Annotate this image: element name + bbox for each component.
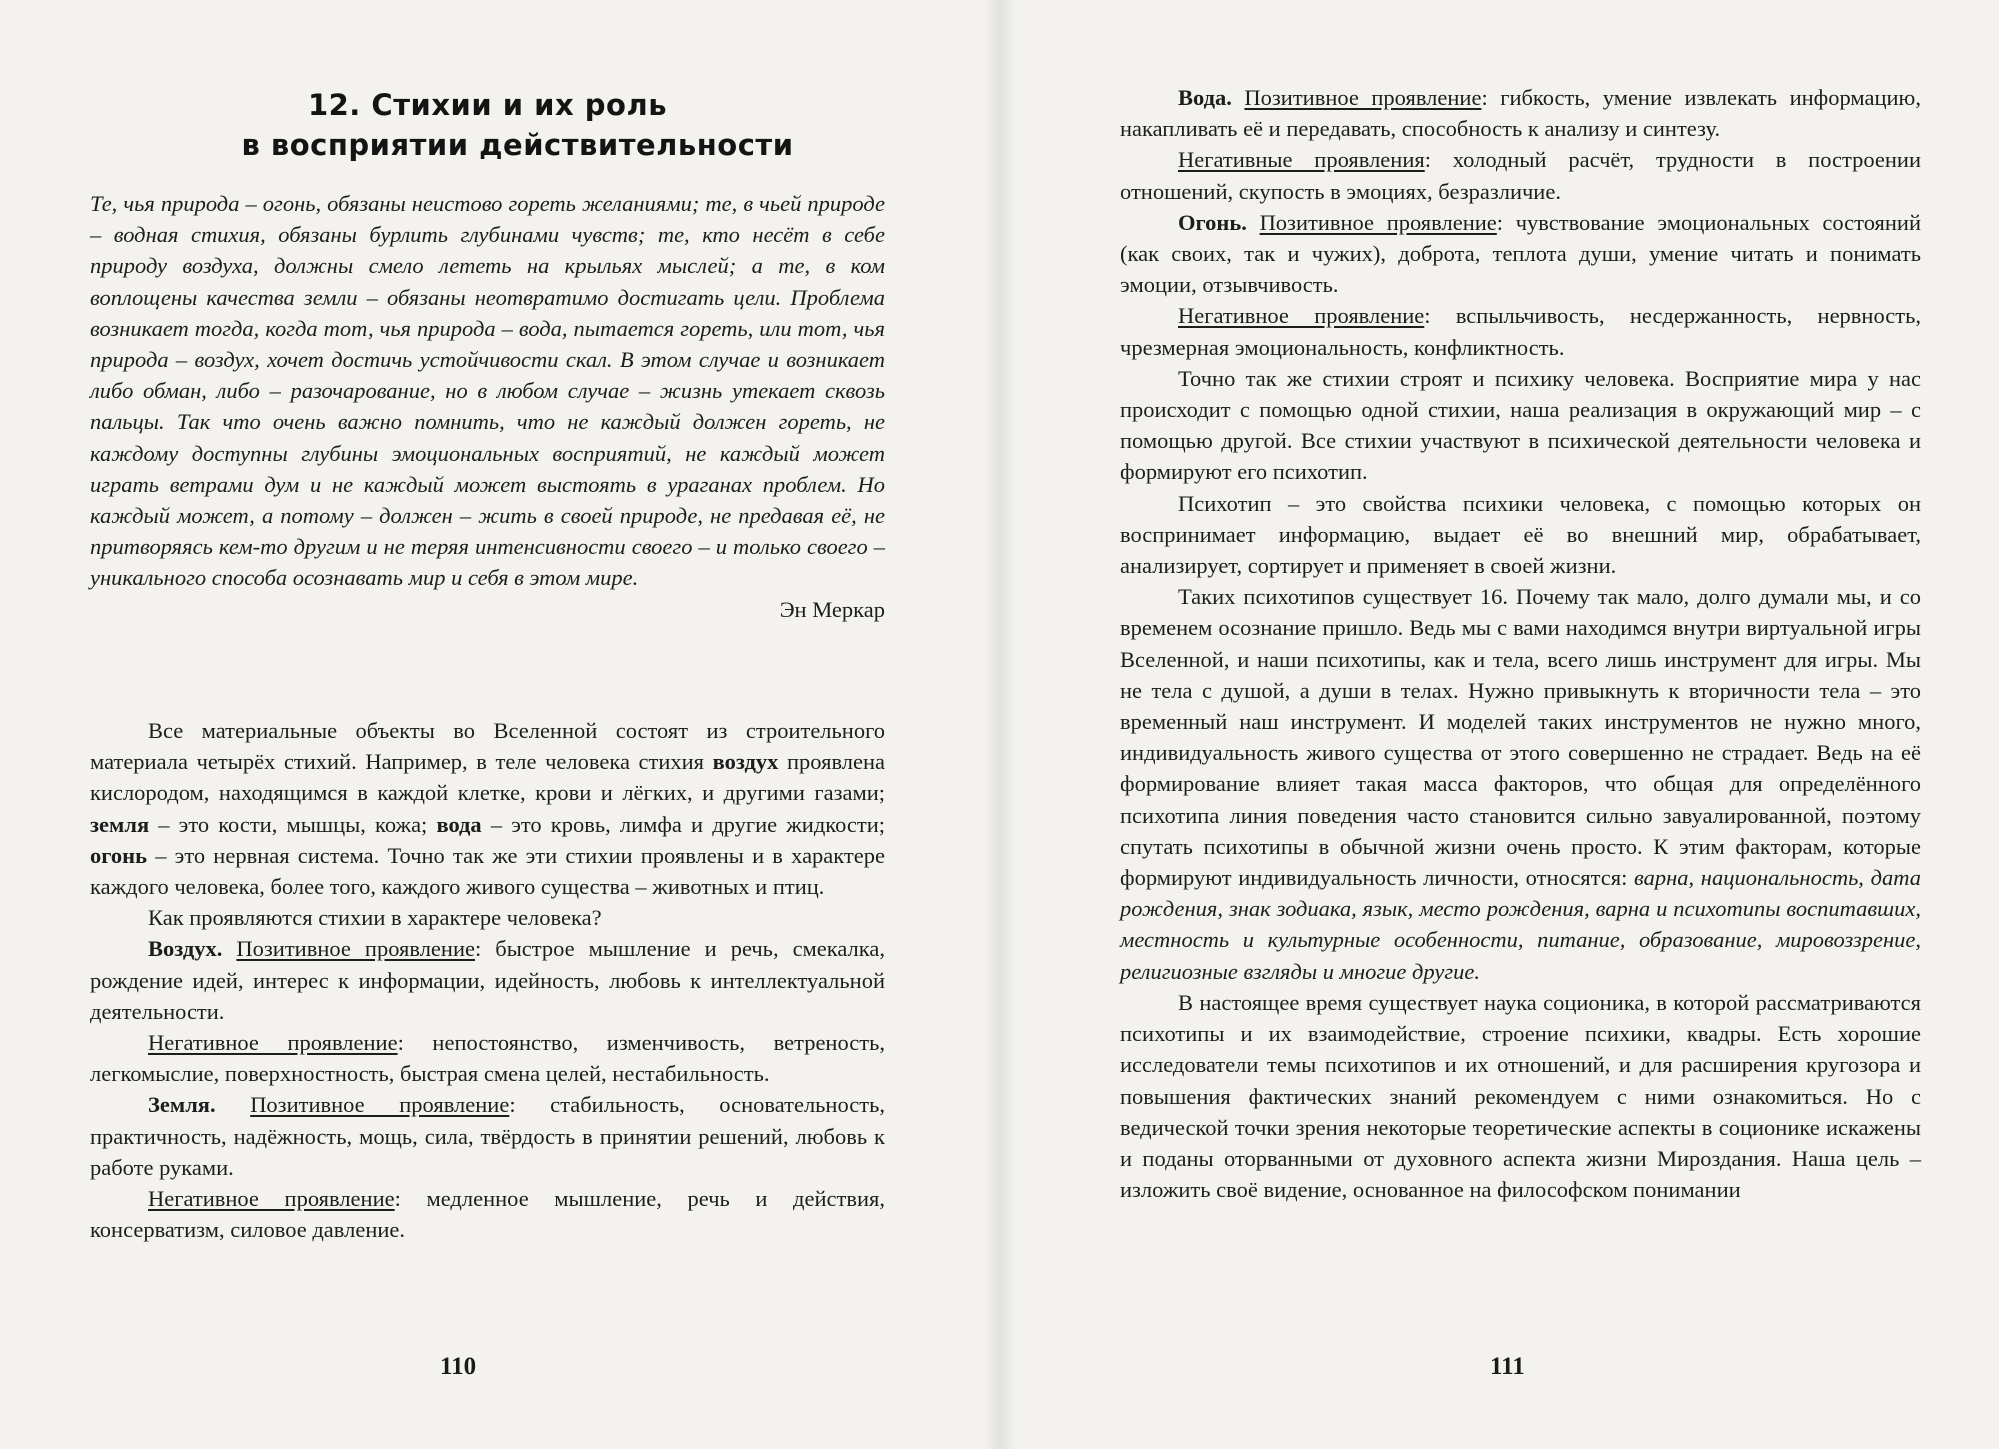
paragraph-psychotype: Психотип – это свойства психики человека, с помощью которых он воспринимает информацию, выдает её во внешний мир, обрабатывает, анализирует, сортирует и применяет в своей жизни. xyxy=(1120,490,1921,579)
earth-positive-label: Позитивное проявление xyxy=(250,1092,510,1118)
chapter-title-line-2: в восприятии действительности xyxy=(241,128,794,162)
paragraph-air-negative: Негативное проявление: непостоянство, изменчивость, ветреность, легкомыслие, поверхностность, быстрая смена целей, нестабильность. xyxy=(90,1030,885,1087)
paragraph-psyche: Точно так же стихии строят и психику человека. Восприятие мира у нас происходит с помощью одной стихии, наша реализация в окружающий мир – с помощью другой. Все стихии участвуют в психической деятельности человека и формируют его психотип. xyxy=(1120,365,1921,485)
paragraph-water-negative: Негативные проявления: холодный расчёт, трудности в построении отношений, скупость в эмоциях, безразличие. xyxy=(1120,147,1921,204)
paragraph-elements-intro: Все материальные объекты во Вселенной состоят из строительного материала четырёх стихий. Например, в теле человека стихия воздух проявлена кислородом, находящимся в каждой клетке, крови и лёгких, и другими газами; земля – это кости, мышцы, кожа; вода – это кровь, лимфа и другие жидкости; огонь – это нервная система. Точно так же эти стихии проявлены и в характере каждого человека, более того, каждого живого существа – животных и птиц. xyxy=(90,718,886,900)
paragraph-socionics: В настоящее время существует наука соционика, в которой рассматриваются психотипы и их взаимодействие, строение психики, квадры. Есть хорошие исследователи темы психотипов и их отношений, и для расширения кругозора и повышения фактических знаний рекомендуем с ними ознакомиться. Но с ведической точки зрения некоторые теоретические аспекты в соционике искажены и поданы оторванными от духовного аспекта жизни Мироздания. Наша цель – изложить своё видение, основанное на философском понимании xyxy=(1120,989,1921,1203)
epigraph xyxy=(90,188,885,625)
term-fire: огонь xyxy=(90,842,148,868)
right-body-text xyxy=(1120,82,1921,1205)
term-earth: земля xyxy=(90,811,150,837)
water-heading: Вода. xyxy=(1178,85,1232,110)
paragraph-sixteen-types: Таких психотипов существует 16. Почему так мало, долго думали мы, и со временем осознание пришло. Ведь мы с вами находимся внутри виртуальной игры Вселенной, и наши психотипы, как и тела, всего лишь инструмент для игры. Мы не тела с душой, а души в телах. Нужно привыкнуть к вторичности тела – это временный наш инструмент. И моделей таких инструментов не нужно много, индивидуальность живого существа от этого совершенно не страдает. Ведь на её формирование влияет такая масса факторов, что общая для определённого психотипа линия поведения часто становится сильно завуалированной, поэтому спутать психотипы в обычной жизни очень просто. К этим факторам, которые формируют индивидуальность личности, относятся: варна, национальность, дата рождения, знак зодиака, язык, место рождения, варна и психотипы воспитавших, местность и культурные особенности, питание, образование, мировоззрение, религиозные взгляды и многие другие. xyxy=(1120,584,1921,984)
air-negative-label: Негативное проявление xyxy=(148,1030,398,1056)
left-body-text xyxy=(90,715,885,1245)
paragraph-air-positive: Воздух. Позитивное проявление: быстрое мышление и речь, смекалка, рождение идей, интерес к информации, идейность, любовь к интеллектуальной деятельности. xyxy=(90,936,885,1024)
term-air: воздух xyxy=(712,749,779,775)
right-page xyxy=(1000,0,1999,1449)
page-number-right: 111 xyxy=(1490,1353,1525,1380)
factors-list: варна, национальность, дата рождения, знак зодиака, язык, место рождения, варна и психотипы воспитавших, местность и культурные особенности, питание, образование, мировоззрение, религиозные взгляды и многие другие. xyxy=(1120,865,1921,984)
paragraph-earth-positive: Земля. Позитивное проявление: стабильность, основательность, практичность, надёжность, мощь, сила, твёрдость в принятии решений, любовь к работе руками. xyxy=(90,1092,885,1180)
chapter-title xyxy=(90,85,885,165)
air-heading: Воздух. xyxy=(148,936,223,962)
fire-positive-label: Позитивное проявление xyxy=(1259,209,1497,235)
paragraph-fire-negative: Негативное проявление: вспыльчивость, несдержанность, нервность, чрезмерная эмоциональность, конфликтность. xyxy=(1120,303,1921,360)
paragraph-fire-positive: Огонь. Позитивное проявление: чувствование эмоциональных состояний (как своих, так и чужих), доброта, теплота души, умение читать и понимать эмоции, отзывчивость. xyxy=(1120,209,1921,298)
paragraph-water-positive: Вода. Позитивное проявление: гибкость, умение извлекать информацию, накапливать её и передавать, способность к анализу и синтезу. xyxy=(1120,85,1921,142)
water-positive-label: Позитивное проявление xyxy=(1244,85,1482,110)
page-number-left: 110 xyxy=(440,1353,477,1380)
chapter-title-line-1: 12. Стихии и их роль xyxy=(307,88,668,122)
water-negative-label: Негативные проявления xyxy=(1178,147,1425,173)
paragraph-question: Как проявляются стихии в характере человека? xyxy=(148,905,602,931)
fire-heading: Огонь. xyxy=(1178,209,1247,235)
earth-heading: Земля. xyxy=(148,1092,216,1118)
earth-negative-label: Негативное проявление xyxy=(148,1186,395,1212)
left-page xyxy=(0,0,999,1449)
paragraph-earth-negative: Негативное проявление: медленное мышление, речь и действия, консерватизм, силовое давление. xyxy=(90,1186,885,1243)
epigraph-author: Эн Меркар xyxy=(779,596,885,622)
fire-negative-label: Негативное проявление xyxy=(1178,303,1425,329)
air-positive-label: Позитивное проявление xyxy=(236,936,475,962)
epigraph-text: Те, чья природа – огонь, обязаны неистово гореть желаниями; те, в чьей природе – водная стихия, обязаны бурлить глубинами чувств; те, кто несёт в себе природу воздуха, должны смело лететь на крыльях мыслей; а те, в ком воплощены качества земли – обязаны неотвратимо достигать цели. Проблема возникает тогда, когда тот, чья природа – вода, пытается гореть, или тот, чья природа – воздух, хочет достичь устойчивости скал. В этом случае и возникает либо обман, либо – разочарование, но в любом случае – жизнь утекает сквозь пальцы. Так что очень важно помнить, что не каждый должен гореть, не каждому доступны глубины эмоциональных восприятий, не каждый может играть ветрами дум и не каждый может выстоять в ураганах проблем. Но каждый может, а потому – должен – жить в своей природе, не предавая её, не притворяясь кем-то другим и не теряя интенсивности своего – и только своего – уникального способа осознавать мир и себя в этом мире. xyxy=(90,191,885,591)
term-water: вода xyxy=(436,811,482,837)
